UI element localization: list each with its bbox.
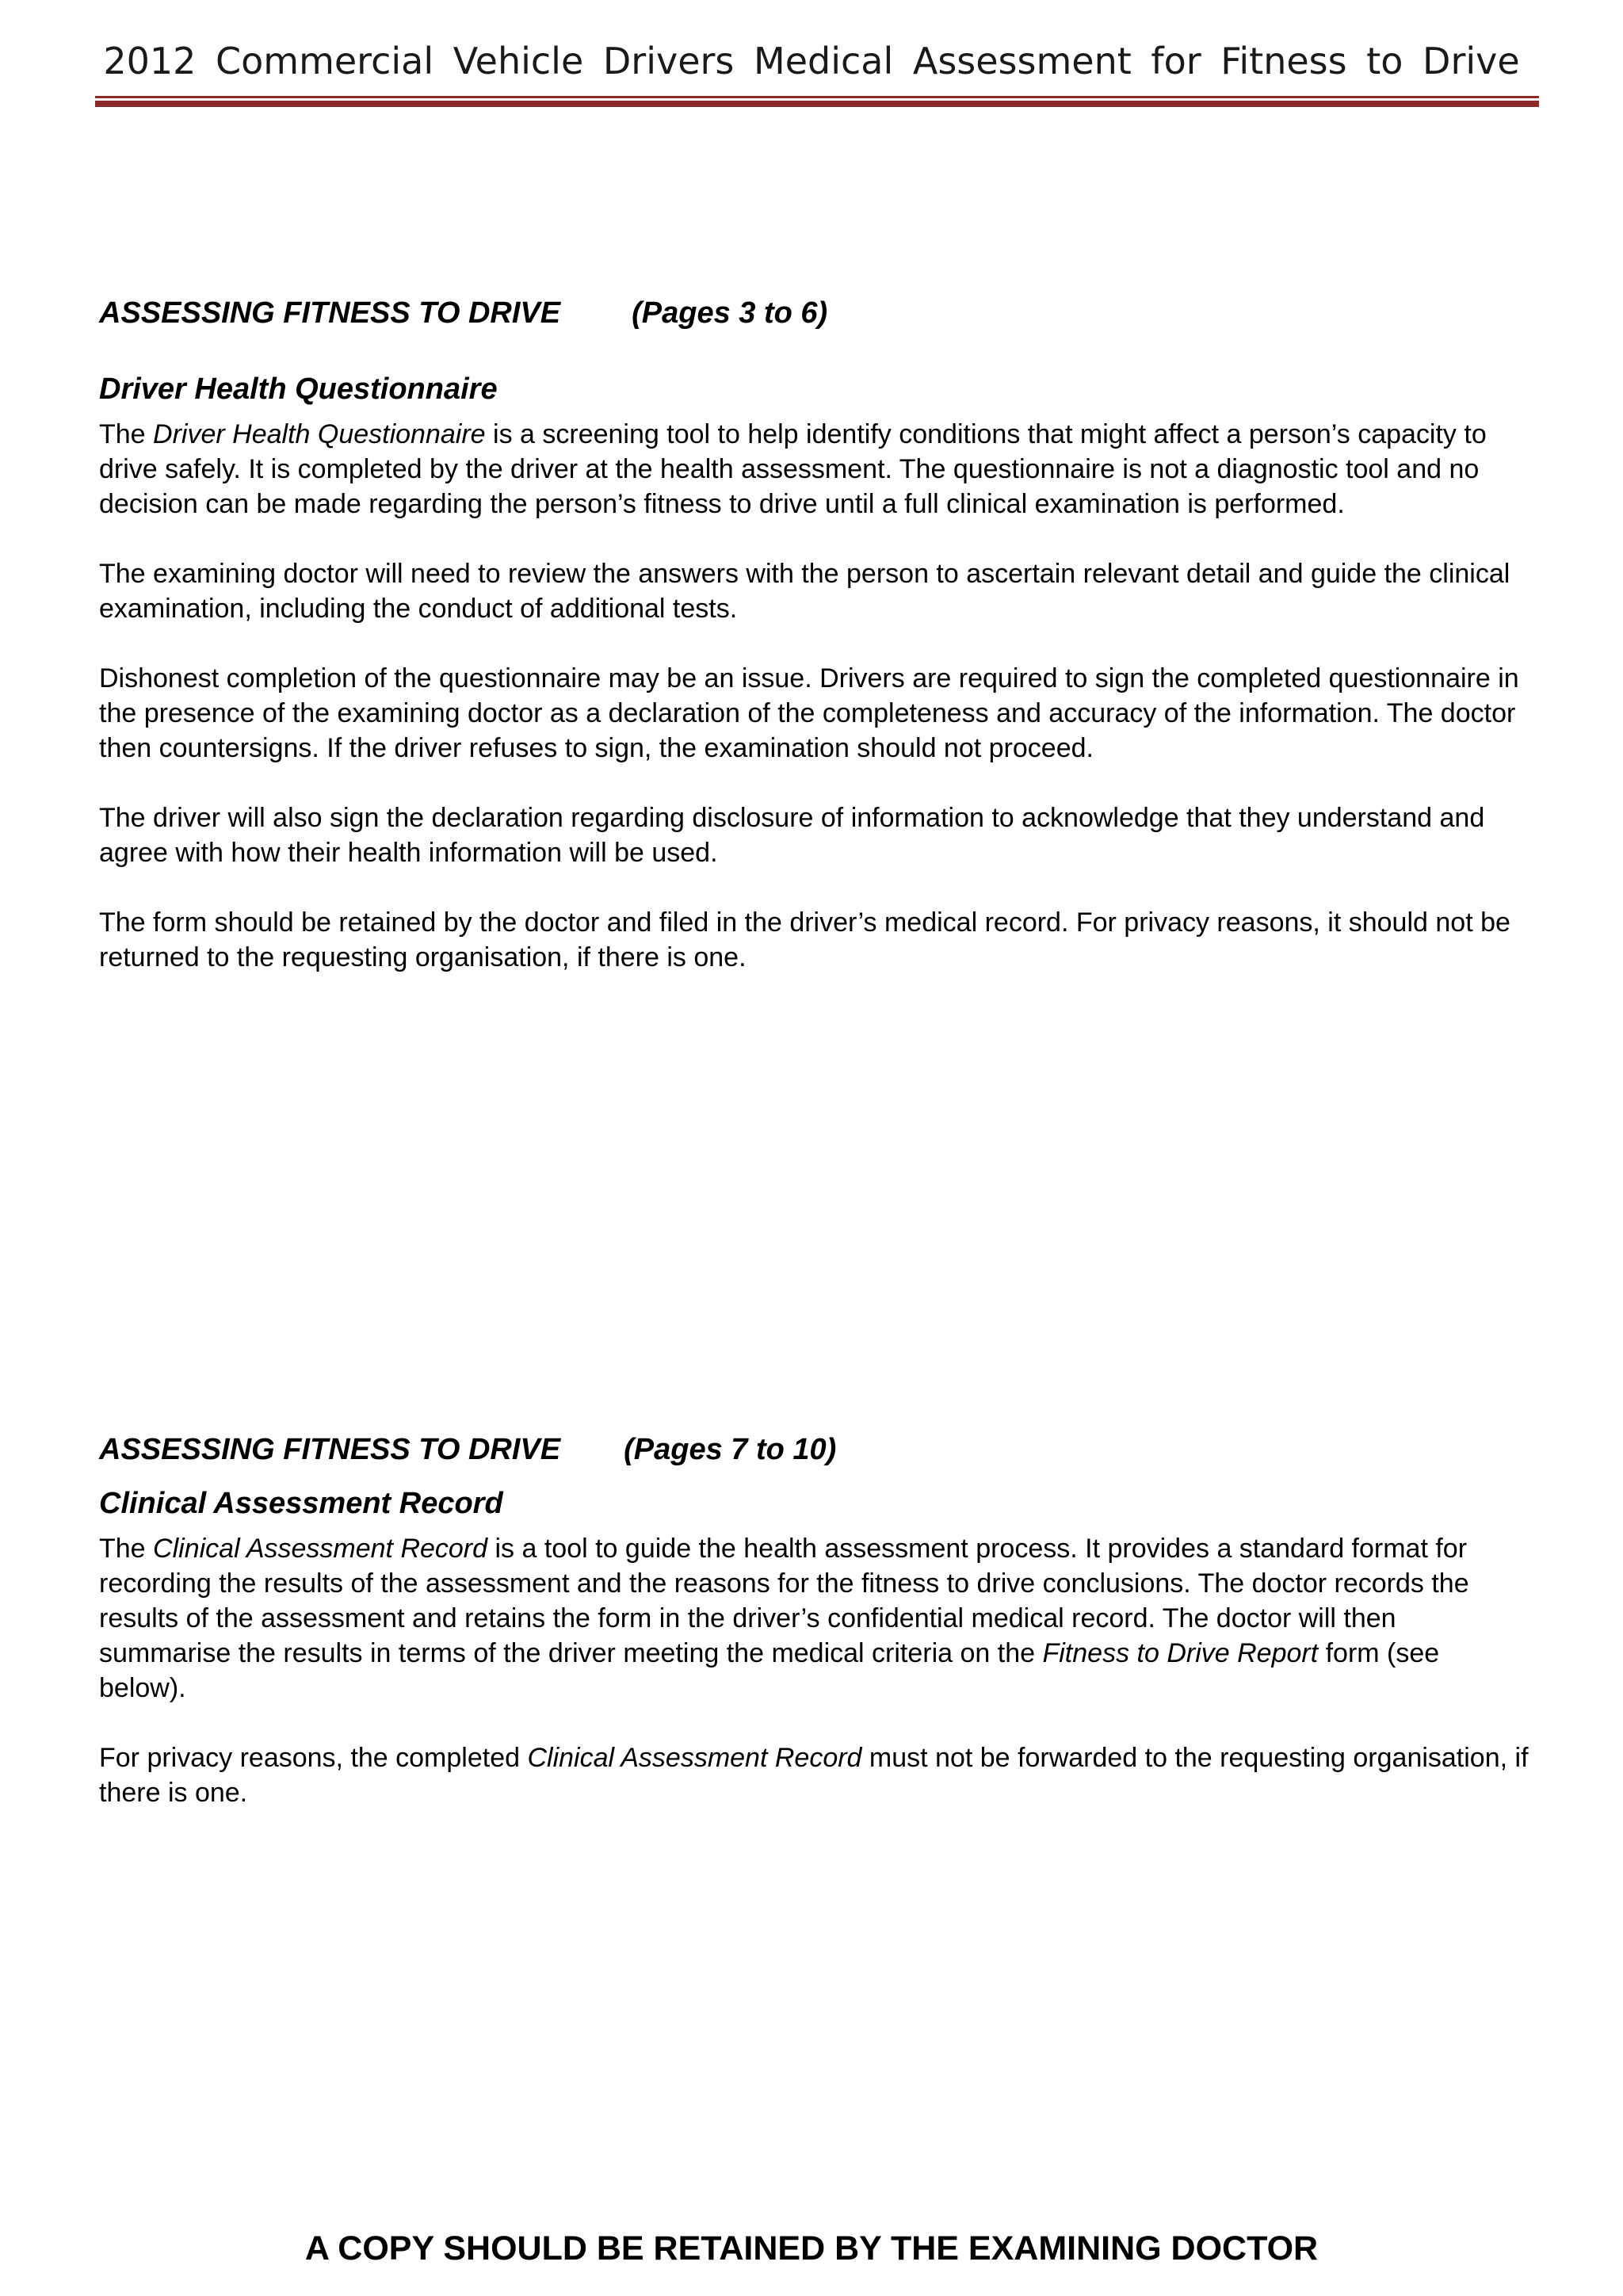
paragraph-italic-term: Clinical Assessment Record (153, 1534, 488, 1564)
paragraph-italic-term: Fitness to Drive Report (1042, 1638, 1319, 1668)
paragraph: The driver will also sign the declaration regarding disclosure of information to acknowledge that they understand and agree with how their health information will be used. (99, 803, 1485, 868)
paragraph (99, 1531, 1533, 1706)
paragraph-text: must not be forwarded to the requesting organisation, if there is one. (99, 1743, 1529, 1808)
paragraph-text: is a screening tool to help identify conditions that might affect a person’s capacity to drive safely. It is completed by the driver at the health assessment. The questionnaire is not a diagnostic tool and no decision can be made regarding the person’s fitness to drive until a full clinical examination is performed. (99, 419, 1487, 519)
paragraph: The form should be retained by the doctor and filed in the driver’s medical record. For privacy reasons, it should not be returned to the requesting organisation, if there is one. (99, 907, 1510, 972)
section-heading (99, 1431, 1533, 1468)
section-heading-pages: (Pages 3 to 6) (632, 296, 828, 330)
header-rule-thin (95, 96, 1539, 98)
paragraph-text: is a tool to guide the health assessment process. It provides a standard format for recording the results of the assessment and the reasons for the fitness to drive conclusions. The doctor records the results of the assessment and retains the form in the driver’s confidential medical record. The doctor will then summarise the results in terms of the driver meeting the medical criteria on the (99, 1534, 1469, 1668)
paragraph (99, 417, 1533, 521)
section-heading-title: ASSESSING FITNESS TO DRIVE (99, 1433, 561, 1466)
subheading-clinical-assessment-record: Clinical Assessment Record (99, 1487, 503, 1520)
section-clinical-assessment-record (99, 1431, 1533, 1845)
header-rule-thick (95, 101, 1539, 107)
page-header-title: 2012 Commercial Vehicle Drivers Medical Assessment for Fitness to Drive (103, 40, 1520, 82)
paragraph: Dishonest completion of the questionnaire may be an issue. Drivers are required to sign the completed questionnaire in the presence of the examining doctor as a declaration of the completeness and accuracy of the information. The doctor then countersigns. If the driver refuses to sign, the examination should not proceed. (99, 663, 1519, 763)
paragraph: The examining doctor will need to review the answers with the person to ascertain relevant detail and guide the clinical examination, including the conduct of additional tests. (99, 559, 1510, 624)
subheading-driver-health-questionnaire: Driver Health Questionnaire (99, 372, 498, 406)
section-driver-health-questionnaire (99, 295, 1533, 1010)
paragraph-text: For privacy reasons, the completed (99, 1743, 528, 1773)
paragraph-italic-term: Driver Health Questionnaire (153, 419, 486, 449)
paragraph-text: The (99, 419, 154, 449)
paragraph-text: form (see below). (99, 1638, 1440, 1703)
footer-notice: A COPY SHOULD BE RETAINED BY THE EXAMINING DOCTOR (304, 2229, 1319, 2267)
paragraph (99, 1740, 1533, 1810)
section-heading-pages: (Pages 7 to 10) (624, 1433, 837, 1466)
paragraph-text: The (99, 1534, 154, 1564)
paragraph-italic-term: Clinical Assessment Record (527, 1743, 862, 1773)
section-heading (99, 295, 1533, 331)
section-heading-title: ASSESSING FITNESS TO DRIVE (99, 296, 561, 330)
